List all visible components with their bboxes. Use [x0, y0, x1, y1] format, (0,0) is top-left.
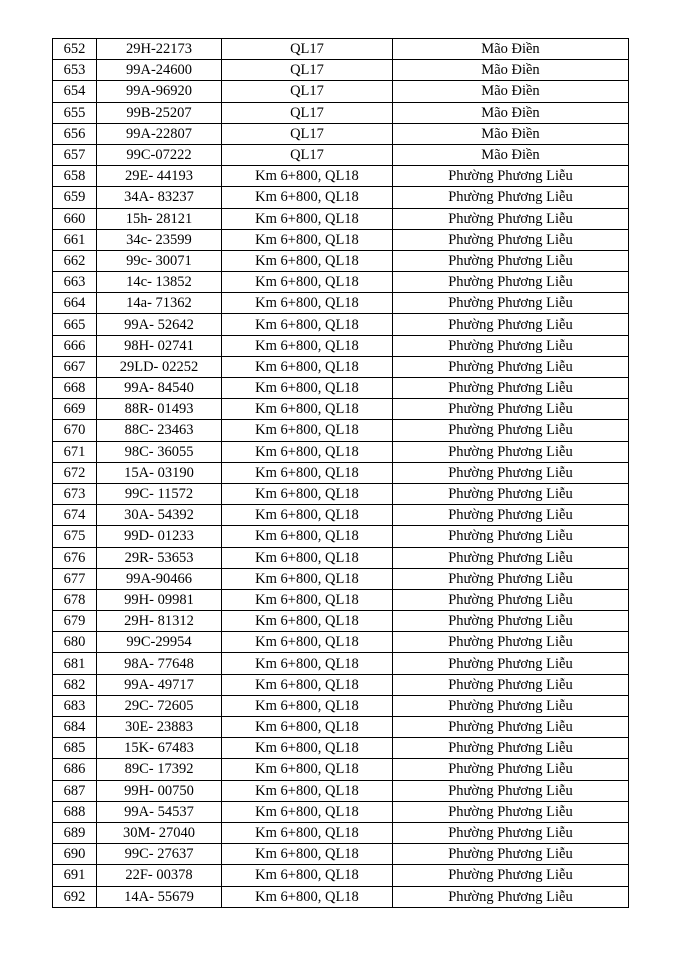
row-number-cell: 682 [53, 674, 97, 695]
table-row [53, 250, 629, 271]
table-row [53, 653, 629, 674]
table-row [53, 695, 629, 716]
location-cell: Km 6+800, QL18 [222, 229, 393, 250]
table-row [53, 420, 629, 441]
ward-cell: Phường Phương Liễu [393, 674, 629, 695]
ward-cell: Phường Phương Liễu [393, 420, 629, 441]
table-row [53, 526, 629, 547]
row-number-cell: 657 [53, 144, 97, 165]
row-number-cell: 690 [53, 844, 97, 865]
table-row [53, 187, 629, 208]
ward-cell: Phường Phương Liễu [393, 738, 629, 759]
license-plate-cell: 30A- 54392 [97, 505, 222, 526]
row-number-cell: 678 [53, 589, 97, 610]
ward-cell: Phường Phương Liễu [393, 166, 629, 187]
license-plate-cell: 14A- 55679 [97, 886, 222, 907]
row-number-cell: 674 [53, 505, 97, 526]
row-number-cell: 691 [53, 865, 97, 886]
license-plate-cell: 15h- 28121 [97, 208, 222, 229]
license-plate-cell: 29C- 72605 [97, 695, 222, 716]
ward-cell: Phường Phương Liễu [393, 462, 629, 483]
ward-cell: Phường Phương Liễu [393, 293, 629, 314]
location-cell: Km 6+800, QL18 [222, 483, 393, 504]
ward-cell: Phường Phương Liễu [393, 886, 629, 907]
ward-cell: Phường Phương Liễu [393, 314, 629, 335]
row-number-cell: 661 [53, 229, 97, 250]
ward-cell: Mão Điền [393, 144, 629, 165]
table-row [53, 441, 629, 462]
location-cell: Km 6+800, QL18 [222, 547, 393, 568]
location-cell: Km 6+800, QL18 [222, 272, 393, 293]
table-row [53, 378, 629, 399]
location-cell: Km 6+800, QL18 [222, 844, 393, 865]
license-plate-cell: 99C- 27637 [97, 844, 222, 865]
table-row [53, 738, 629, 759]
ward-cell: Phường Phương Liễu [393, 483, 629, 504]
row-number-cell: 665 [53, 314, 97, 335]
location-cell: Km 6+800, QL18 [222, 399, 393, 420]
row-number-cell: 692 [53, 886, 97, 907]
row-number-cell: 654 [53, 81, 97, 102]
ward-cell: Phường Phương Liễu [393, 208, 629, 229]
row-number-cell: 689 [53, 822, 97, 843]
license-plate-cell: 88C- 23463 [97, 420, 222, 441]
license-plate-cell: 29H-22173 [97, 39, 222, 60]
table-body [53, 39, 629, 908]
ward-cell: Phường Phương Liễu [393, 568, 629, 589]
location-cell: Km 6+800, QL18 [222, 865, 393, 886]
license-plate-cell: 34A- 83237 [97, 187, 222, 208]
ward-cell: Mão Điền [393, 123, 629, 144]
violations-table [52, 38, 629, 908]
table-row [53, 144, 629, 165]
table-row [53, 39, 629, 60]
license-plate-cell: 34c- 23599 [97, 229, 222, 250]
table-row [53, 886, 629, 907]
table-row [53, 844, 629, 865]
location-cell: Km 6+800, QL18 [222, 335, 393, 356]
location-cell: Km 6+800, QL18 [222, 208, 393, 229]
license-plate-cell: 29R- 53653 [97, 547, 222, 568]
ward-cell: Phường Phương Liễu [393, 632, 629, 653]
license-plate-cell: 14c- 13852 [97, 272, 222, 293]
ward-cell: Phường Phương Liễu [393, 378, 629, 399]
table-row [53, 102, 629, 123]
table-row [53, 717, 629, 738]
table-row [53, 674, 629, 695]
license-plate-cell: 30E- 23883 [97, 717, 222, 738]
location-cell: Km 6+800, QL18 [222, 822, 393, 843]
table-row [53, 801, 629, 822]
location-cell: Km 6+800, QL18 [222, 356, 393, 377]
license-plate-cell: 15A- 03190 [97, 462, 222, 483]
license-plate-cell: 99H- 09981 [97, 589, 222, 610]
table-row [53, 399, 629, 420]
ward-cell: Phường Phương Liễu [393, 356, 629, 377]
row-number-cell: 683 [53, 695, 97, 716]
license-plate-cell: 99A-22807 [97, 123, 222, 144]
license-plate-cell: 99A- 49717 [97, 674, 222, 695]
location-cell: Km 6+800, QL18 [222, 780, 393, 801]
license-plate-cell: 14a- 71362 [97, 293, 222, 314]
row-number-cell: 675 [53, 526, 97, 547]
license-plate-cell: 29LD- 02252 [97, 356, 222, 377]
license-plate-cell: 88R- 01493 [97, 399, 222, 420]
table-row [53, 229, 629, 250]
row-number-cell: 663 [53, 272, 97, 293]
row-number-cell: 652 [53, 39, 97, 60]
location-cell: Km 6+800, QL18 [222, 589, 393, 610]
ward-cell: Mão Điền [393, 102, 629, 123]
table-row [53, 208, 629, 229]
table-row [53, 547, 629, 568]
location-cell: Km 6+800, QL18 [222, 293, 393, 314]
row-number-cell: 658 [53, 166, 97, 187]
license-plate-cell: 29H- 81312 [97, 611, 222, 632]
license-plate-cell: 99A- 52642 [97, 314, 222, 335]
license-plate-cell: 98H- 02741 [97, 335, 222, 356]
row-number-cell: 679 [53, 611, 97, 632]
license-plate-cell: 98A- 77648 [97, 653, 222, 674]
row-number-cell: 684 [53, 717, 97, 738]
ward-cell: Phường Phương Liễu [393, 717, 629, 738]
location-cell: Km 6+800, QL18 [222, 674, 393, 695]
row-number-cell: 680 [53, 632, 97, 653]
table-row [53, 589, 629, 610]
location-cell: Km 6+800, QL18 [222, 505, 393, 526]
ward-cell: Phường Phương Liễu [393, 844, 629, 865]
ward-cell: Phường Phương Liễu [393, 695, 629, 716]
location-cell: QL17 [222, 81, 393, 102]
row-number-cell: 686 [53, 759, 97, 780]
row-number-cell: 685 [53, 738, 97, 759]
location-cell: Km 6+800, QL18 [222, 420, 393, 441]
ward-cell: Mão Điền [393, 39, 629, 60]
row-number-cell: 660 [53, 208, 97, 229]
ward-cell: Phường Phương Liễu [393, 589, 629, 610]
location-cell: QL17 [222, 102, 393, 123]
row-number-cell: 655 [53, 102, 97, 123]
location-cell: Km 6+800, QL18 [222, 187, 393, 208]
license-plate-cell: 15K- 67483 [97, 738, 222, 759]
location-cell: QL17 [222, 123, 393, 144]
ward-cell: Phường Phương Liễu [393, 229, 629, 250]
license-plate-cell: 22F- 00378 [97, 865, 222, 886]
license-plate-cell: 99A- 84540 [97, 378, 222, 399]
license-plate-cell: 99A-90466 [97, 568, 222, 589]
location-cell: QL17 [222, 39, 393, 60]
ward-cell: Mão Điền [393, 60, 629, 81]
license-plate-cell: 98C- 36055 [97, 441, 222, 462]
table-row [53, 780, 629, 801]
table-row [53, 632, 629, 653]
location-cell: Km 6+800, QL18 [222, 526, 393, 547]
location-cell: Km 6+800, QL18 [222, 801, 393, 822]
ward-cell: Phường Phương Liễu [393, 250, 629, 271]
location-cell: Km 6+800, QL18 [222, 166, 393, 187]
license-plate-cell: 99H- 00750 [97, 780, 222, 801]
location-cell: Km 6+800, QL18 [222, 653, 393, 674]
ward-cell: Phường Phương Liễu [393, 526, 629, 547]
license-plate-cell: 99D- 01233 [97, 526, 222, 547]
ward-cell: Phường Phương Liễu [393, 505, 629, 526]
row-number-cell: 666 [53, 335, 97, 356]
row-number-cell: 687 [53, 780, 97, 801]
row-number-cell: 659 [53, 187, 97, 208]
document-page [52, 38, 628, 908]
row-number-cell: 670 [53, 420, 97, 441]
table-row [53, 611, 629, 632]
table-row [53, 483, 629, 504]
location-cell: Km 6+800, QL18 [222, 314, 393, 335]
table-row [53, 293, 629, 314]
table-row [53, 272, 629, 293]
table-row [53, 60, 629, 81]
location-cell: Km 6+800, QL18 [222, 632, 393, 653]
license-plate-cell: 99A-24600 [97, 60, 222, 81]
row-number-cell: 677 [53, 568, 97, 589]
location-cell: QL17 [222, 144, 393, 165]
location-cell: Km 6+800, QL18 [222, 759, 393, 780]
table-row [53, 335, 629, 356]
table-row [53, 123, 629, 144]
license-plate-cell: 99C- 11572 [97, 483, 222, 504]
location-cell: Km 6+800, QL18 [222, 378, 393, 399]
location-cell: Km 6+800, QL18 [222, 611, 393, 632]
table-row [53, 81, 629, 102]
license-plate-cell: 99A- 54537 [97, 801, 222, 822]
row-number-cell: 688 [53, 801, 97, 822]
row-number-cell: 662 [53, 250, 97, 271]
license-plate-cell: 99A-96920 [97, 81, 222, 102]
table-row [53, 505, 629, 526]
table-row [53, 314, 629, 335]
license-plate-cell: 29E- 44193 [97, 166, 222, 187]
location-cell: Km 6+800, QL18 [222, 250, 393, 271]
table-row [53, 356, 629, 377]
ward-cell: Phường Phương Liễu [393, 865, 629, 886]
row-number-cell: 671 [53, 441, 97, 462]
location-cell: Km 6+800, QL18 [222, 462, 393, 483]
license-plate-cell: 99C-29954 [97, 632, 222, 653]
license-plate-cell: 30M- 27040 [97, 822, 222, 843]
ward-cell: Phường Phương Liễu [393, 399, 629, 420]
row-number-cell: 672 [53, 462, 97, 483]
row-number-cell: 673 [53, 483, 97, 504]
row-number-cell: 664 [53, 293, 97, 314]
table-row [53, 462, 629, 483]
ward-cell: Phường Phương Liễu [393, 780, 629, 801]
ward-cell: Phường Phương Liễu [393, 441, 629, 462]
ward-cell: Phường Phương Liễu [393, 187, 629, 208]
row-number-cell: 668 [53, 378, 97, 399]
license-plate-cell: 99c- 30071 [97, 250, 222, 271]
ward-cell: Phường Phương Liễu [393, 759, 629, 780]
table-row [53, 865, 629, 886]
location-cell: Km 6+800, QL18 [222, 568, 393, 589]
location-cell: Km 6+800, QL18 [222, 717, 393, 738]
table-row [53, 822, 629, 843]
ward-cell: Phường Phương Liễu [393, 272, 629, 293]
row-number-cell: 669 [53, 399, 97, 420]
location-cell: Km 6+800, QL18 [222, 886, 393, 907]
license-plate-cell: 99C-07222 [97, 144, 222, 165]
ward-cell: Phường Phương Liễu [393, 547, 629, 568]
location-cell: QL17 [222, 60, 393, 81]
ward-cell: Phường Phương Liễu [393, 653, 629, 674]
ward-cell: Phường Phương Liễu [393, 611, 629, 632]
row-number-cell: 653 [53, 60, 97, 81]
table-row [53, 166, 629, 187]
license-plate-cell: 99B-25207 [97, 102, 222, 123]
location-cell: Km 6+800, QL18 [222, 738, 393, 759]
row-number-cell: 667 [53, 356, 97, 377]
row-number-cell: 681 [53, 653, 97, 674]
ward-cell: Phường Phương Liễu [393, 822, 629, 843]
location-cell: Km 6+800, QL18 [222, 695, 393, 716]
table-row [53, 568, 629, 589]
row-number-cell: 656 [53, 123, 97, 144]
table-row [53, 759, 629, 780]
ward-cell: Phường Phương Liễu [393, 335, 629, 356]
row-number-cell: 676 [53, 547, 97, 568]
location-cell: Km 6+800, QL18 [222, 441, 393, 462]
license-plate-cell: 89C- 17392 [97, 759, 222, 780]
ward-cell: Phường Phương Liễu [393, 801, 629, 822]
ward-cell: Mão Điền [393, 81, 629, 102]
